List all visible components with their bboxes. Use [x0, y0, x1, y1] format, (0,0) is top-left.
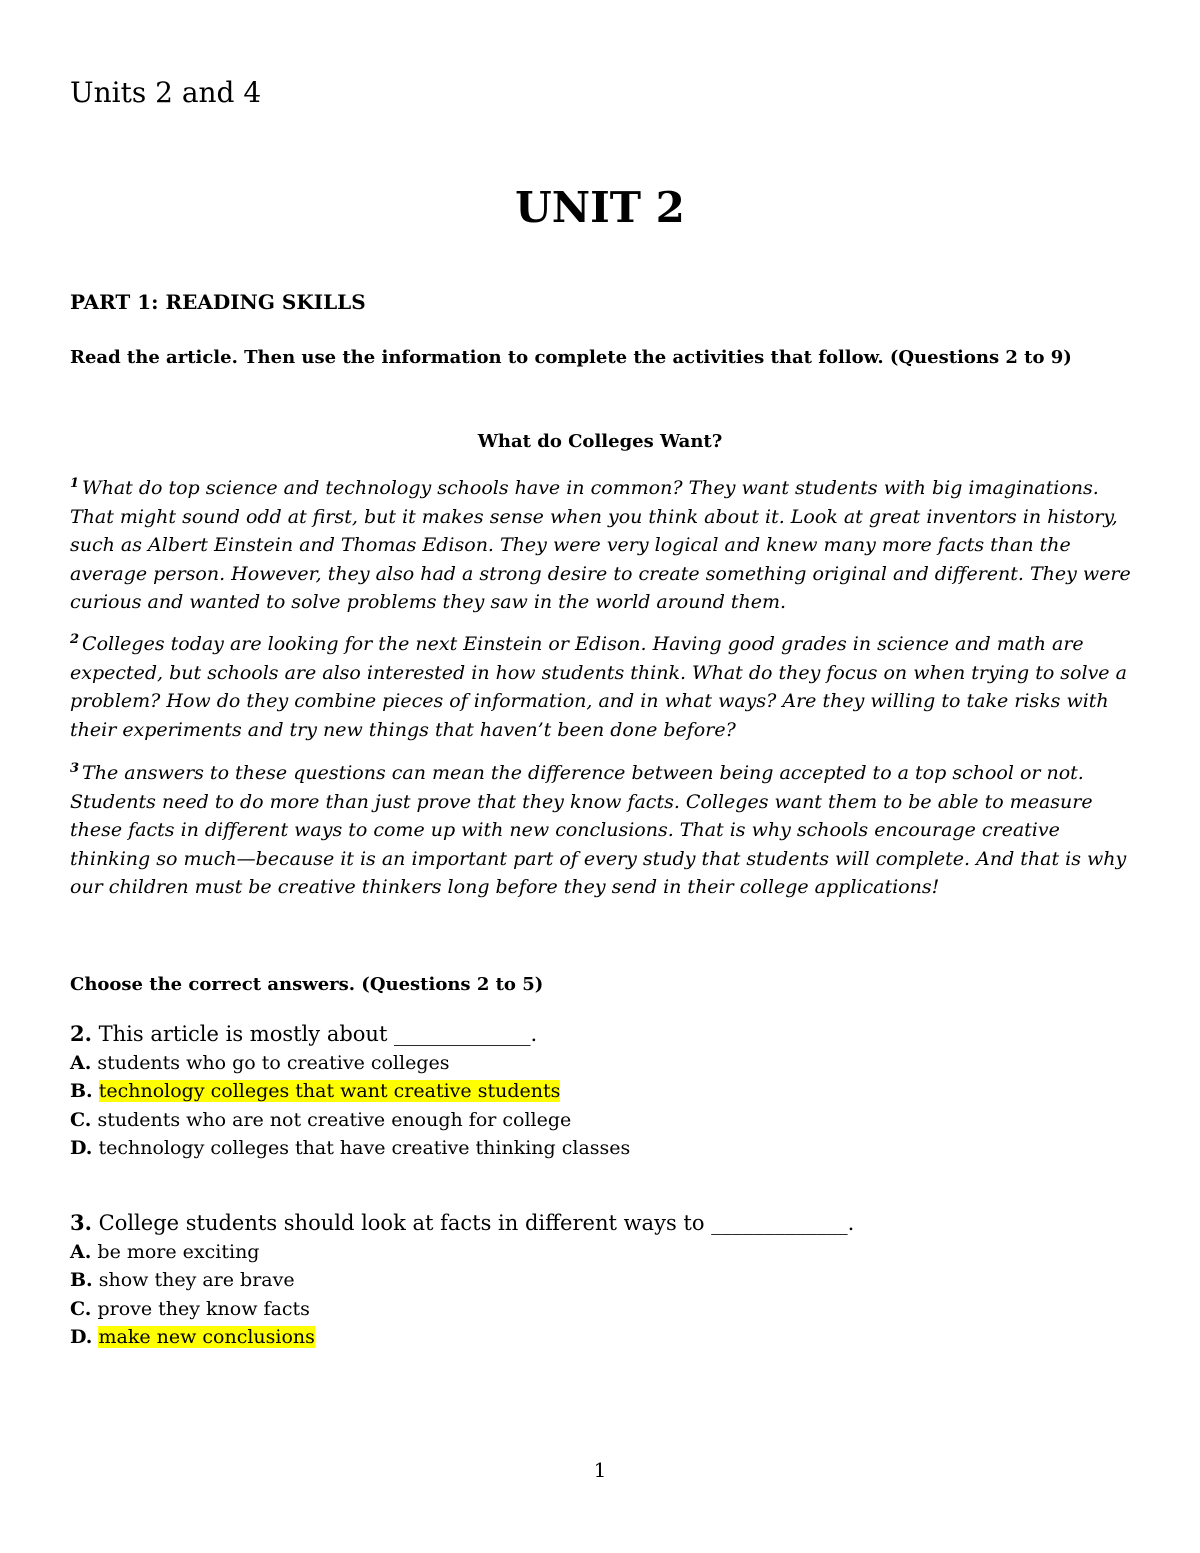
answer-option-c — [70, 1106, 1130, 1135]
answer-option-c — [70, 1295, 1130, 1324]
option-letter: A. — [70, 1240, 92, 1263]
answer-option-a — [70, 1049, 1130, 1078]
paragraph-text: Colleges today are looking for the next Einstein or Edison. Having good grades in science and math are expected, but schools are also interested in how students think. What do they focus on when trying to solve a problem? How do they combine pieces of information, and in what ways? Are they willing to take risks with their experiments and try new things that haven’t been done before? — [70, 633, 1127, 741]
part-title: PART 1: READING SKILLS — [70, 290, 366, 314]
page-number: 1 — [593, 1458, 607, 1482]
question-stem — [70, 1209, 1130, 1238]
option-letter: A. — [70, 1051, 92, 1074]
article-paragraph-1 — [70, 474, 1140, 617]
article-paragraph-3 — [70, 759, 1140, 902]
question-number: 3. — [70, 1210, 92, 1235]
question-stem — [70, 1020, 1130, 1049]
option-text: show they are brave — [98, 1269, 295, 1291]
paragraph-text: The answers to these questions can mean the difference between being accepted to a top school or not. Students need to do more than just prove that they know facts. Colleges want them to be able to measure these facts in different ways to come up with new conclusions. That is why schools encourage creative thinking so much—because it is an important part of every study that students will complete. And that is why our children must be creative thinkers long before they send in their college applications! — [70, 762, 1127, 899]
question-number: 2. — [70, 1021, 92, 1046]
answer-option-d — [70, 1134, 1130, 1163]
article-title: What do Colleges Want? — [477, 431, 723, 452]
option-text: students who go to creative colleges — [97, 1051, 450, 1074]
option-letter: C. — [70, 1108, 92, 1131]
option-letter: D. — [70, 1326, 93, 1348]
question-3 — [70, 1209, 1130, 1352]
paragraph-number: 2 — [70, 631, 80, 647]
option-text: prove they know facts — [97, 1297, 310, 1320]
paragraph-text: What do top science and technology schools have in common? They want students with big imaginations. That might sound odd at first, but it makes sense when you think about it. Look at great inventors in history, such as Albert Einstein and Thomas Edison. They were very logical and knew many more facts than the average person. However, they also had a strong desire to create something original and different. They were curious and wanted to solve problems they saw in the world around them. — [70, 477, 1131, 614]
reading-instruction: Read the article. Then use the information to complete the activities that follow. (Questions 2 to 9) — [70, 347, 1072, 368]
article-paragraph-2 — [70, 630, 1140, 744]
option-letter: D. — [70, 1137, 93, 1159]
highlighted-answer: technology colleges that want creative students — [98, 1080, 561, 1102]
option-letter: C. — [70, 1297, 92, 1320]
answer-option-b — [70, 1266, 1130, 1295]
answer-option-b — [70, 1077, 1130, 1106]
option-text: students who are not creative enough for college — [97, 1108, 572, 1131]
answer-option-a — [70, 1238, 1130, 1267]
answer-option-d — [70, 1323, 1130, 1352]
document-heading: Units 2 and 4 — [70, 76, 262, 109]
option-letter: B. — [70, 1269, 93, 1291]
highlighted-answer: make new conclusions — [98, 1326, 315, 1348]
option-text: technology colleges that have creative thinking classes — [98, 1137, 631, 1159]
unit-title: UNIT 2 — [515, 183, 685, 232]
question-2 — [70, 1020, 1130, 1163]
paragraph-number: 1 — [70, 475, 80, 491]
question-text: This article is mostly about _____________. — [98, 1022, 538, 1046]
option-text: be more exciting — [97, 1240, 260, 1263]
paragraph-number: 3 — [70, 760, 80, 776]
questions-heading: Choose the correct answers. (Questions 2 to 5) — [70, 974, 544, 995]
option-letter: B. — [70, 1080, 93, 1102]
question-text: College students should look at facts in different ways to _____________. — [98, 1211, 855, 1235]
